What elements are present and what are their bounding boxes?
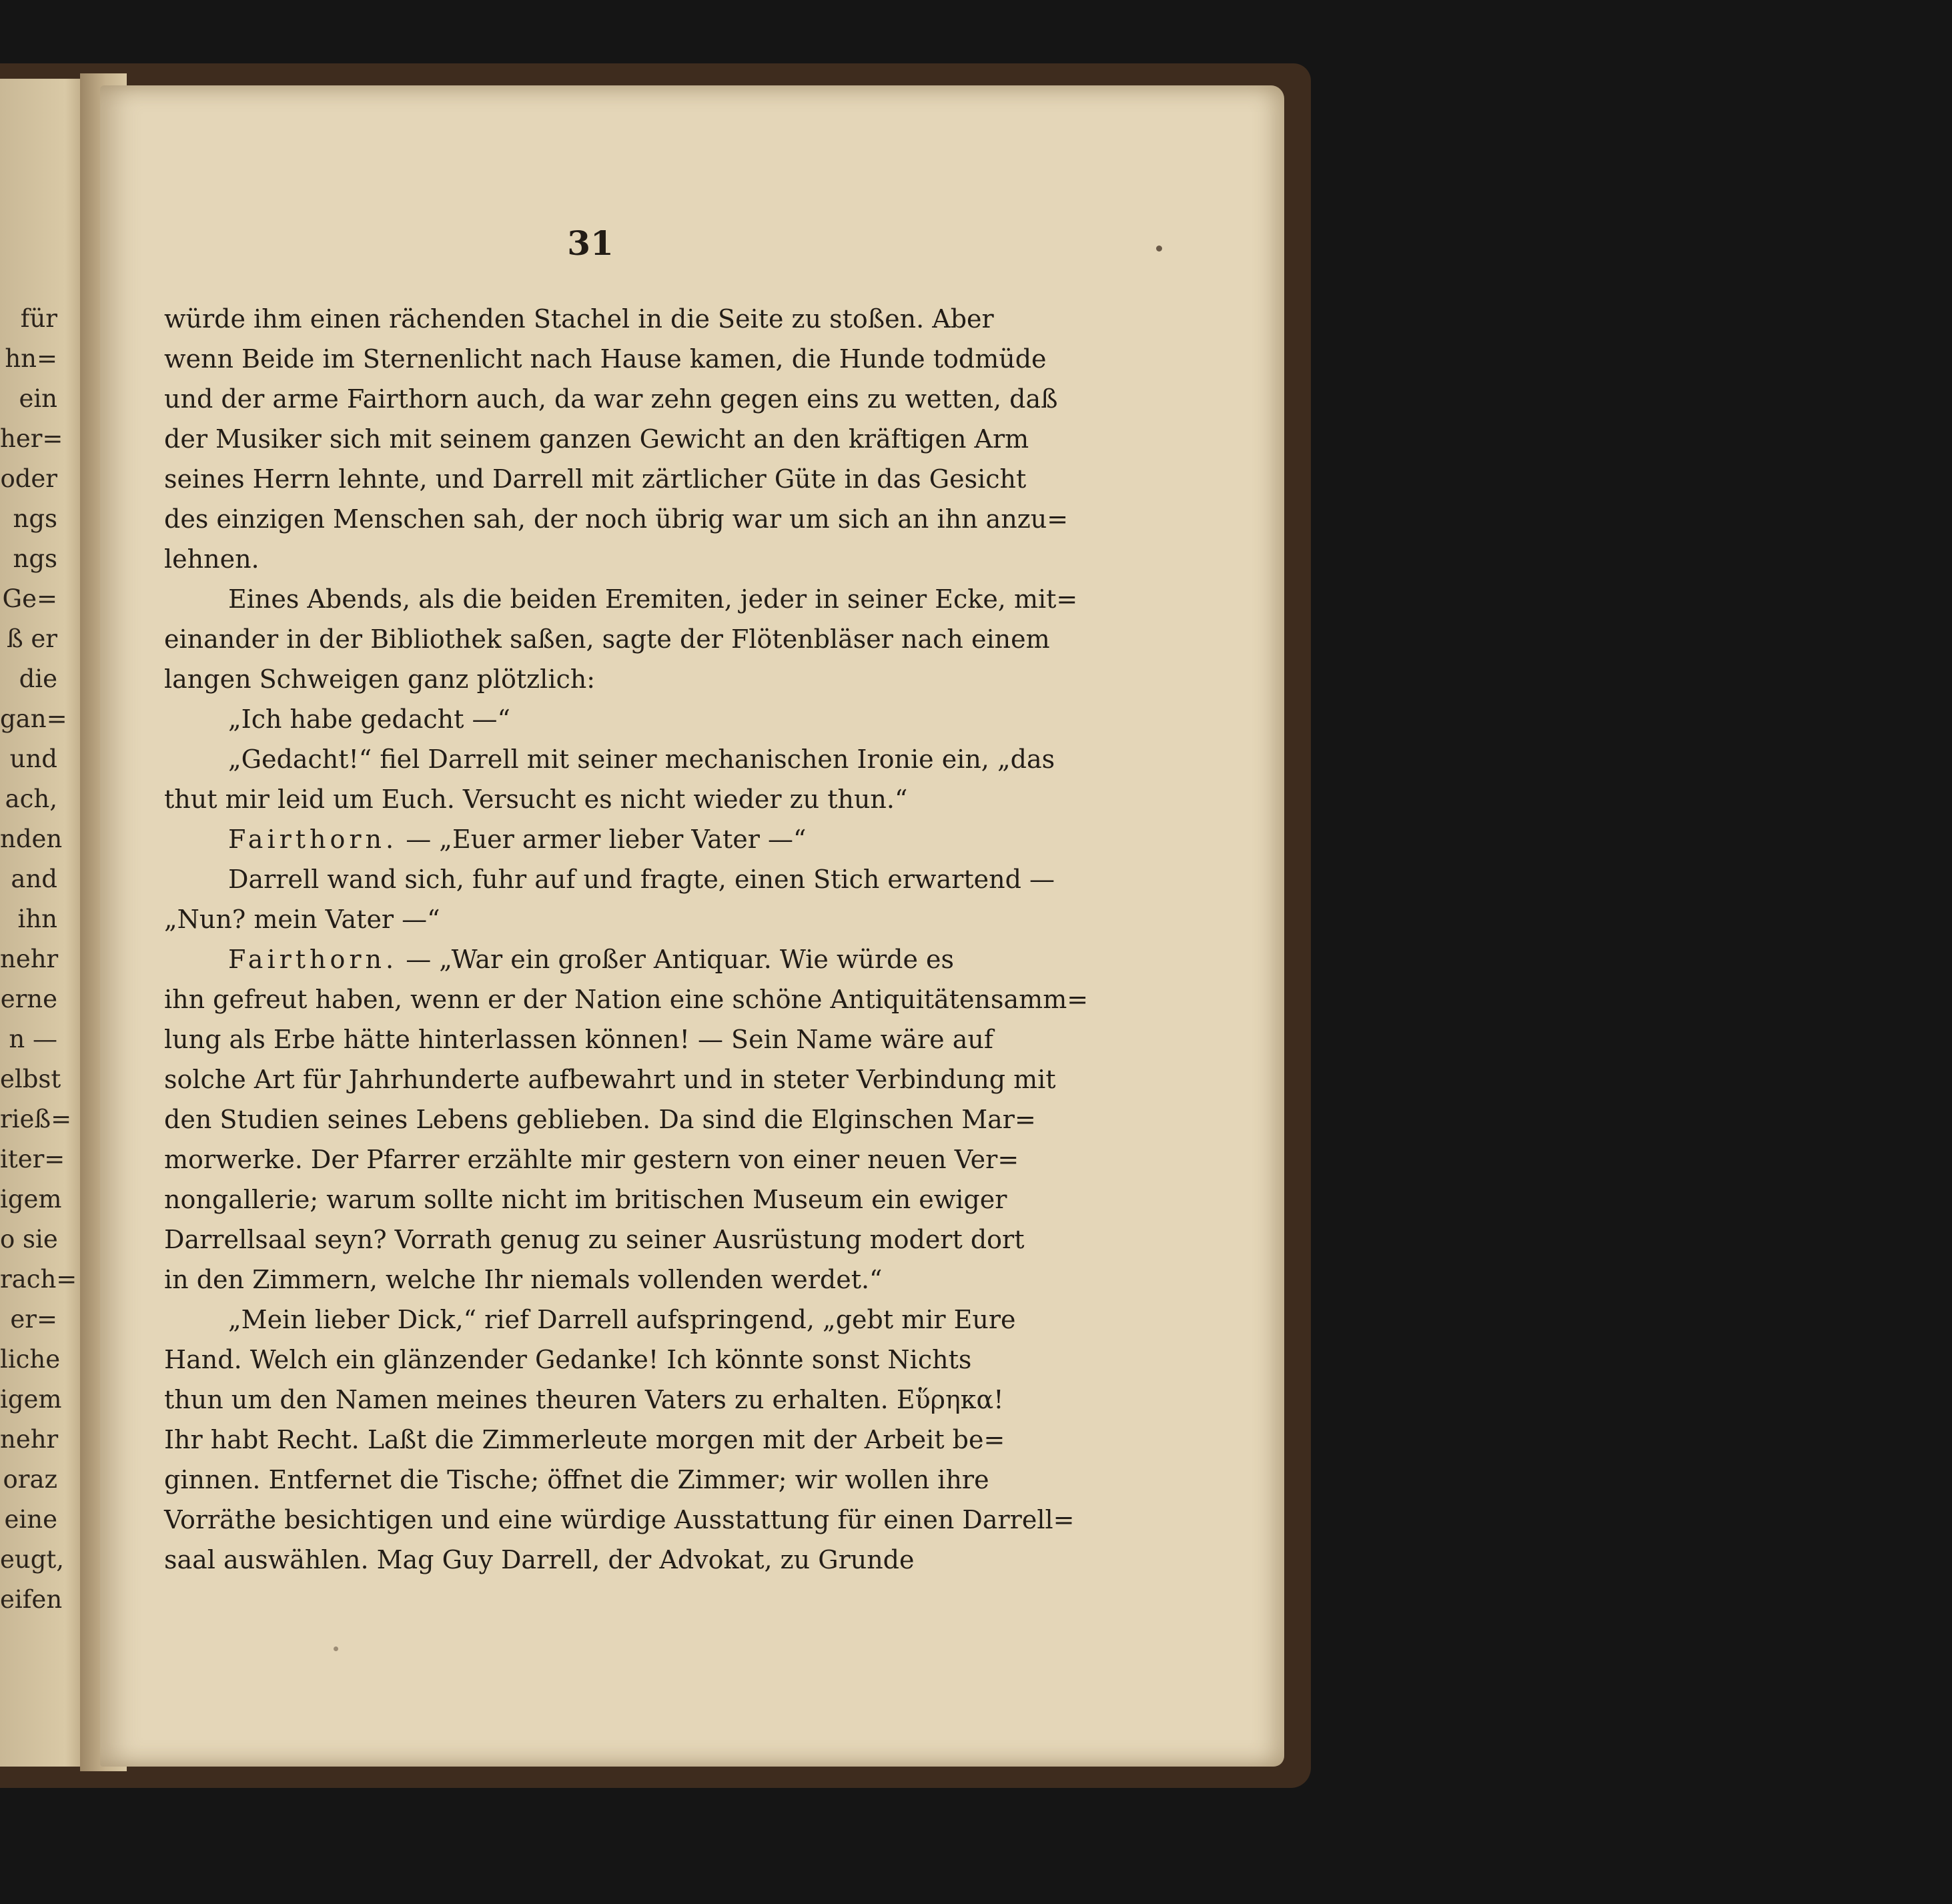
line-text: des einzigen Menschen sah, der noch übrig war um sich an ihn anzu= <box>164 504 1069 534</box>
line-text: wenn Beide im Sternenlicht nach Hause kamen, die Hunde todmüde <box>164 344 1047 374</box>
left-page-fragment: und <box>9 745 57 773</box>
text-line <box>164 539 1028 579</box>
left-page-fragment: ihn <box>17 905 57 933</box>
speaker-name: Fairthorn. <box>228 825 398 854</box>
left-page-fragment: rieß= <box>0 1105 72 1133</box>
left-page-fragment: elbst <box>0 1065 61 1093</box>
left-page-fragment: Ge= <box>2 584 57 613</box>
left-page-fragment: er= <box>10 1305 57 1334</box>
left-page-fragment: ein <box>19 384 57 413</box>
text-line <box>164 1380 1028 1420</box>
paper-speck <box>334 1646 338 1651</box>
left-page-fragment: eugt, <box>0 1545 65 1574</box>
text-line <box>164 339 1047 379</box>
left-page-fragment: eine <box>4 1505 57 1534</box>
line-text: lehnen. <box>164 544 260 574</box>
left-page-fragment: für <box>20 304 57 333</box>
text-line <box>164 1179 1028 1220</box>
text-line <box>164 419 1028 459</box>
line-text: in den Zimmern, welche Ihr niemals vollenden werdet.“ <box>164 1265 883 1294</box>
left-page-fragment: o sie <box>0 1225 58 1254</box>
text-line <box>164 579 1078 619</box>
line-text: ginnen. Entfernet die Tische; öffnet die Zimmer; wir wollen ihre <box>164 1465 989 1494</box>
text-line <box>164 1540 1028 1580</box>
left-page-fragment: ngs <box>13 544 57 573</box>
left-page-fragment: ngs <box>13 504 57 533</box>
text-line <box>164 619 1050 659</box>
text-line <box>164 459 1028 499</box>
left-page-fragment: liche <box>0 1345 61 1374</box>
left-page-fragment: iter= <box>0 1145 65 1173</box>
text-line <box>164 1139 1028 1179</box>
line-text: „Mein lieber Dick,“ rief Darrell aufspringend, „gebt mir Eure <box>228 1305 1016 1334</box>
left-page-fragment: igem <box>0 1385 62 1414</box>
line-text: einander in der Bibliothek saßen, sagte der Flötenbläser nach einem <box>164 624 1050 654</box>
line-text: — „War ein großer Antiquar. Wie würde es <box>398 945 955 974</box>
text-line <box>164 939 1028 979</box>
line-text: „Gedacht!“ fiel Darrell mit seiner mechanischen Ironie ein, „das <box>228 745 1055 774</box>
left-page-fragment: erne <box>0 985 57 1013</box>
line-text: Darrellsaal seyn? Vorrath genug zu seiner Ausrüstung modert dort <box>164 1225 1025 1254</box>
line-text: Vorräthe besichtigen und eine würdige Ausstattung für einen Darrell= <box>164 1505 1075 1534</box>
line-text: — „Euer armer lieber Vater —“ <box>398 825 807 854</box>
text-line <box>164 1059 1056 1099</box>
left-page-text-fragments <box>0 299 77 1620</box>
line-text: ihn gefreut haben, wenn er der Nation eine schöne Antiquitätensamm= <box>164 985 1089 1014</box>
text-line <box>164 299 1028 339</box>
text-line <box>164 1220 1028 1260</box>
body-text <box>164 299 1089 1580</box>
text-line <box>164 1099 1036 1139</box>
text-line <box>164 1500 1075 1540</box>
text-line <box>164 859 1055 899</box>
line-text: Hand. Welch ein glänzender Gedanke! Ich könnte sonst Nichts <box>164 1345 972 1374</box>
text-line <box>164 1340 1028 1380</box>
speaker-name: Fairthorn. <box>228 945 398 974</box>
page-number: 31 <box>567 223 614 263</box>
line-text: Darrell wand sich, fuhr auf und fragte, einen Stich erwartend — <box>228 865 1055 894</box>
line-text: thun um den Namen meines theuren Vaters zu erhalten. Εὕρηκα! <box>164 1385 1004 1414</box>
line-text: langen Schweigen ganz plötzlich: <box>164 664 596 694</box>
text-line <box>164 1460 1028 1500</box>
left-page-fragment: nehr <box>0 945 59 973</box>
text-line <box>164 979 1089 1019</box>
left-page-fragment: ach, <box>5 785 57 813</box>
line-text: und der arme Fairthorn auch, da war zehn gegen eins zu wetten, daß <box>164 384 1058 414</box>
left-page-fragment: die <box>19 664 57 693</box>
left-page-fragment: igem <box>0 1185 62 1214</box>
line-text: Ihr habt Recht. Laßt die Zimmerleute morgen mit der Arbeit be= <box>164 1425 1005 1454</box>
line-text: solche Art für Jahrhunderte aufbewahrt und in steter Verbindung mit <box>164 1065 1056 1094</box>
text-line <box>164 779 1028 819</box>
line-text: nongallerie; warum sollte nicht im britischen Museum ein ewiger <box>164 1185 1007 1214</box>
left-page-fragment: rach= <box>0 1265 77 1294</box>
line-text: thut mir leid um Euch. Versucht es nicht wieder zu thun.“ <box>164 785 908 814</box>
line-text: „Ich habe gedacht —“ <box>228 704 510 734</box>
line-text: würde ihm einen rächenden Stachel in die Seite zu stoßen. Aber <box>164 304 994 334</box>
text-line <box>164 659 1028 699</box>
left-page-fragment: nden <box>0 825 63 853</box>
text-line <box>164 1420 1028 1460</box>
paper-speck <box>1156 246 1162 252</box>
line-text: den Studien seines Lebens geblieben. Da sind die Elginschen Mar= <box>164 1105 1036 1134</box>
text-line <box>164 499 1069 539</box>
line-text: saal auswählen. Mag Guy Darrell, der Advokat, zu Grunde <box>164 1545 915 1574</box>
left-page-fragment: hn= <box>5 344 57 373</box>
line-text: lung als Erbe hätte hinterlassen können! — Sein Name wäre auf <box>164 1025 993 1054</box>
left-page-fragment: ß er <box>6 624 57 653</box>
text-line <box>164 739 1055 779</box>
text-line <box>164 1019 1028 1059</box>
left-page-fragment: n — <box>9 1025 57 1053</box>
left-page-fragment: and <box>11 865 57 893</box>
text-line <box>164 819 1028 859</box>
text-line <box>164 379 1058 419</box>
text-line <box>164 1260 1028 1300</box>
text-line <box>164 1300 1028 1340</box>
line-text: seines Herrn lehnte, und Darrell mit zärtlicher Güte in das Gesicht <box>164 464 1027 494</box>
left-page-fragment: her= <box>0 424 63 453</box>
text-line <box>164 899 1028 939</box>
left-page-fragment: gan= <box>0 704 67 733</box>
left-page-fragment: oraz <box>3 1465 57 1494</box>
text-line <box>164 699 1028 739</box>
line-text: „Nun? mein Vater —“ <box>164 905 440 934</box>
left-page-fragment: nehr <box>0 1425 59 1454</box>
line-text: Eines Abends, als die beiden Eremiten, jeder in seiner Ecke, mit= <box>228 584 1078 614</box>
left-page-fragment: oder <box>0 464 57 493</box>
line-text: morwerke. Der Pfarrer erzählte mir gestern von einer neuen Ver= <box>164 1145 1019 1174</box>
left-page-fragment: eifen <box>0 1585 63 1614</box>
line-text: der Musiker sich mit seinem ganzen Gewicht an den kräftigen Arm <box>164 424 1029 454</box>
